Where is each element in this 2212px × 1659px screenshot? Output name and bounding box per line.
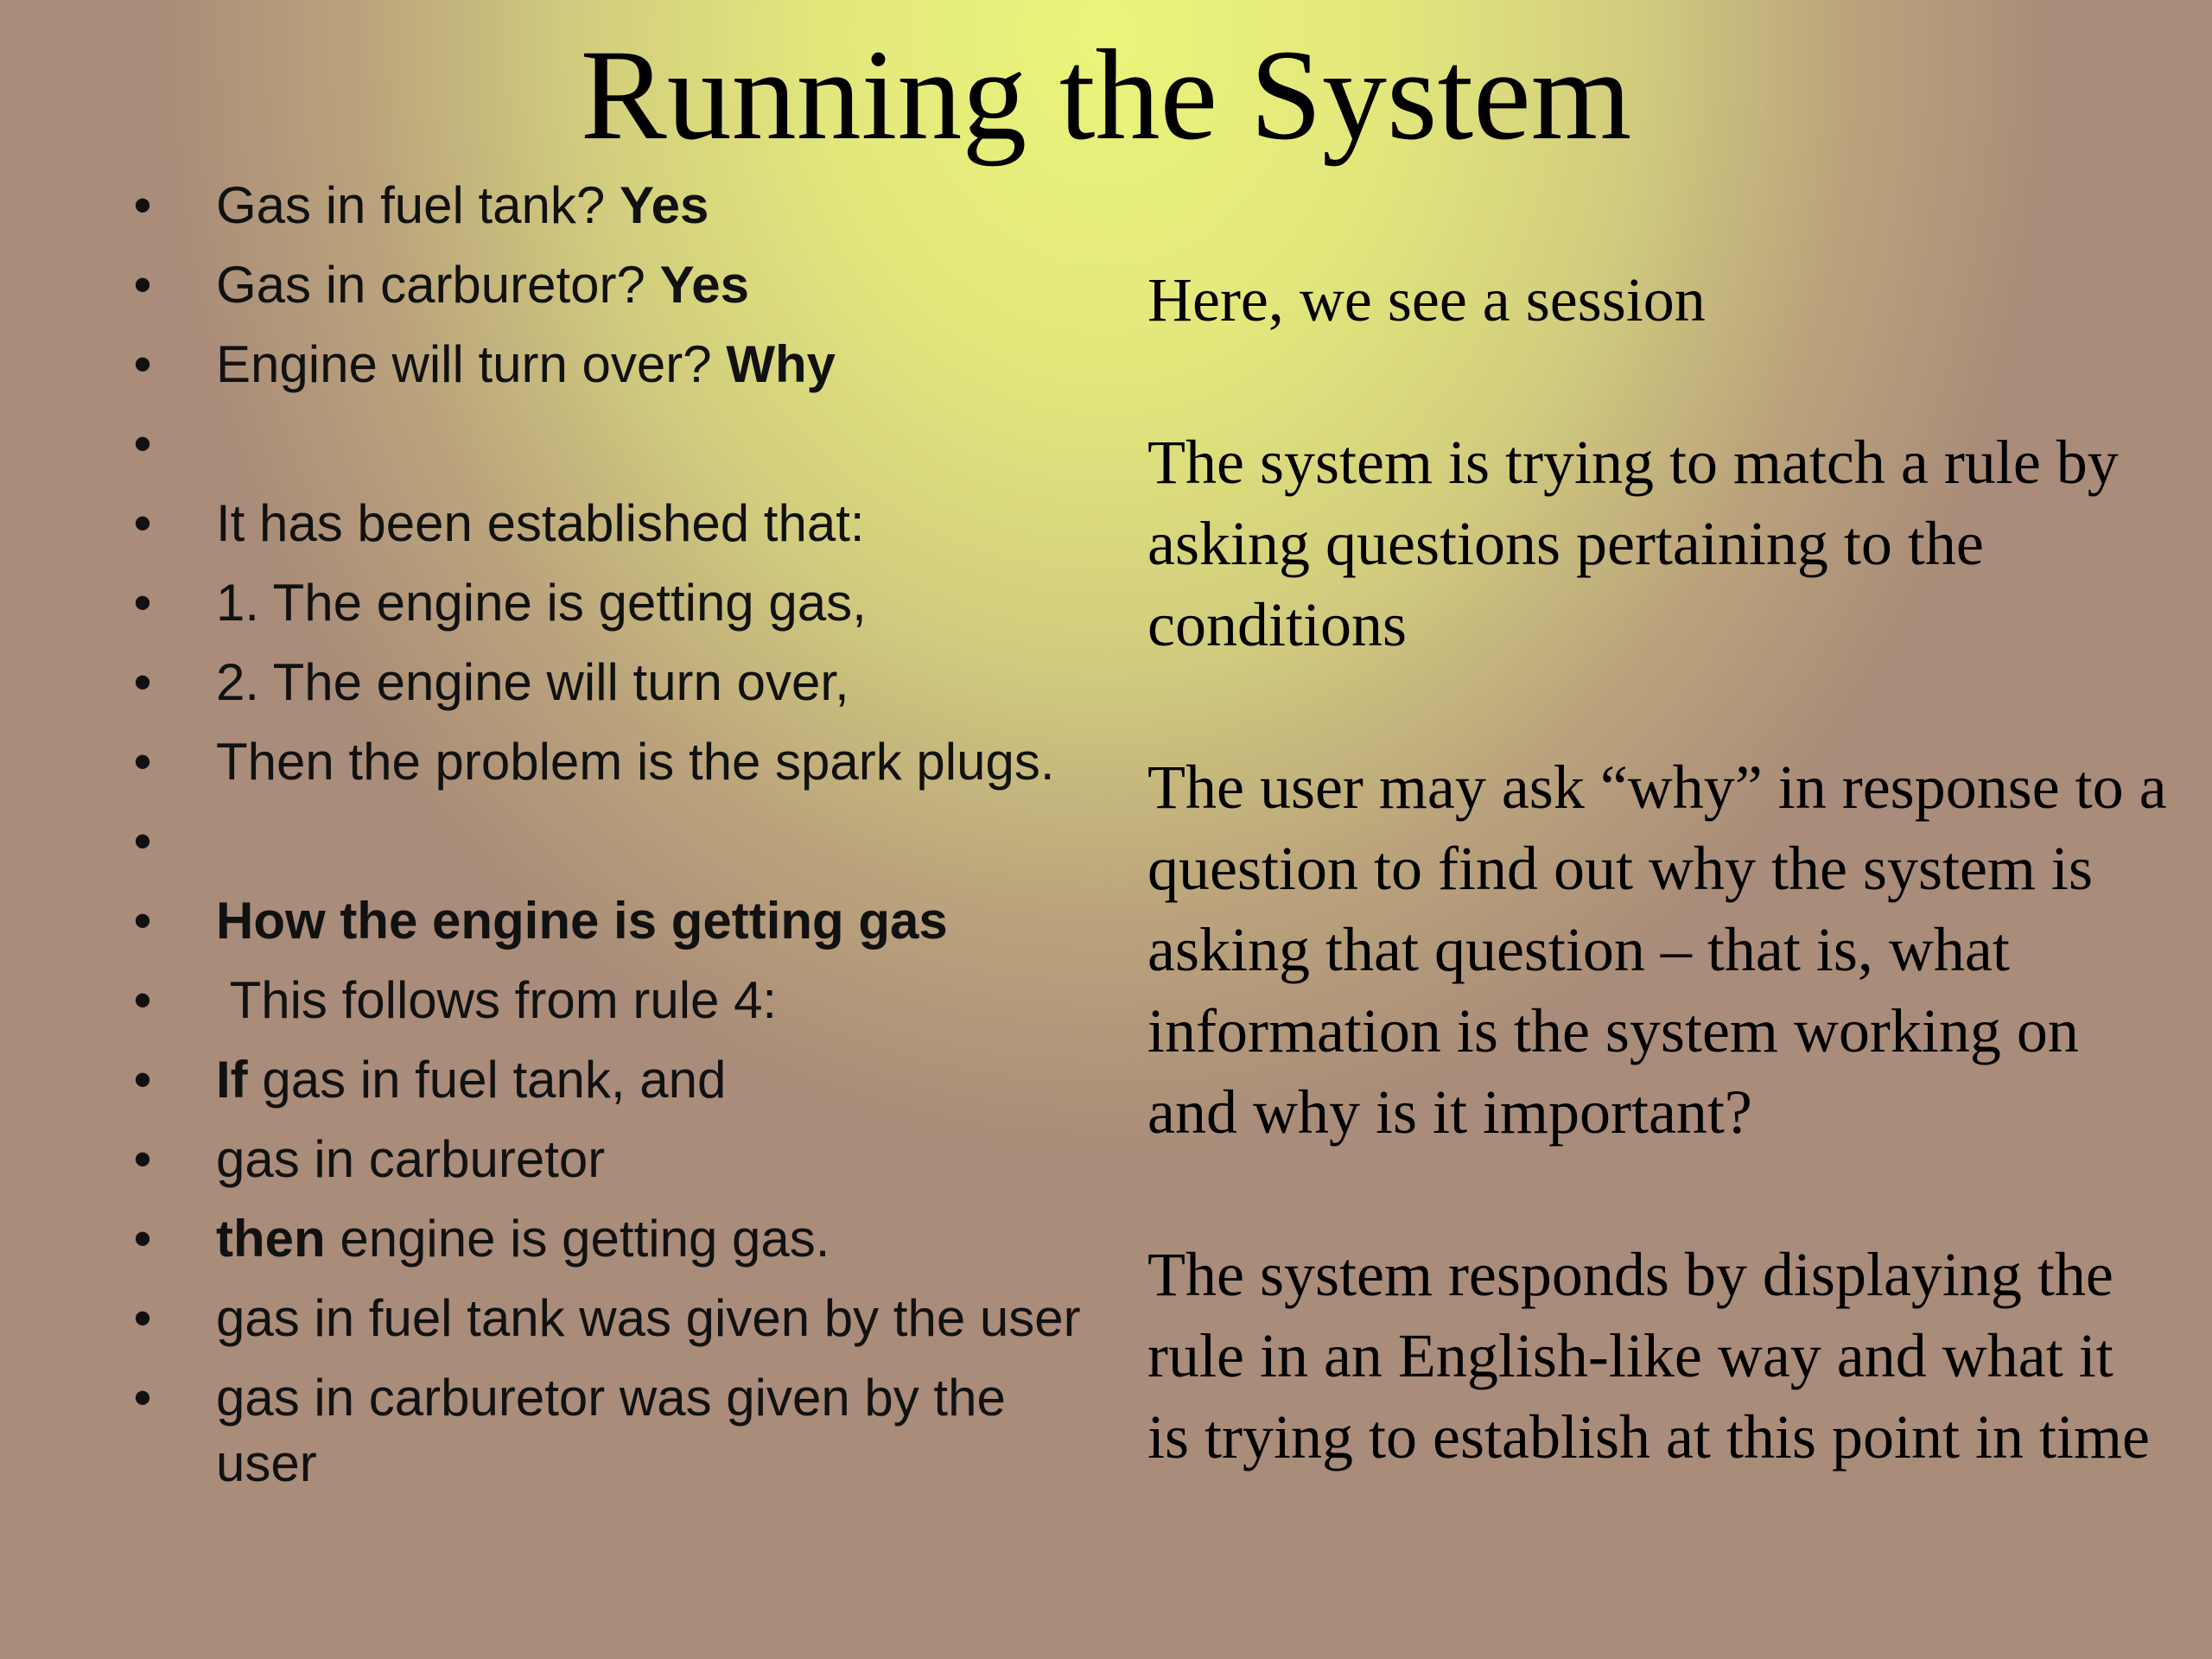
list-item	[130, 1286, 1115, 1351]
bullet-icon: •	[133, 653, 152, 711]
bullet-icon: •	[133, 1289, 152, 1347]
list-item	[130, 650, 1115, 715]
bullet-icon: •	[133, 1369, 152, 1427]
list-item	[130, 1127, 1115, 1192]
bullet-icon: •	[133, 892, 152, 950]
list-item	[130, 1365, 1115, 1497]
bullet-icon: •	[133, 1210, 152, 1268]
paragraph-session: Here, we see a session	[1147, 265, 1706, 334]
list-item	[130, 252, 1115, 318]
bullet-icon: •	[133, 415, 152, 473]
bullet-answer: Yes	[659, 256, 750, 314]
list-item	[130, 888, 1115, 954]
bullet-icon: •	[133, 574, 152, 632]
bullet-answer: Why	[726, 335, 836, 393]
bullet-answer: Yes	[619, 176, 709, 234]
bullet-icon: •	[133, 733, 152, 791]
bullet-text: Engine will turn over?	[216, 335, 727, 393]
list-item	[130, 173, 1115, 238]
list-item	[130, 1206, 1115, 1272]
bullet-text: 1. The engine is getting gas,	[216, 574, 867, 632]
slide-title: Running the System	[580, 23, 1632, 167]
bullet-icon: •	[133, 971, 152, 1029]
bullet-text: gas in carburetor was given by the user	[216, 1369, 1006, 1492]
bullet-icon: •	[133, 1130, 152, 1188]
bullet-list	[130, 173, 1115, 1510]
list-item	[130, 968, 1115, 1033]
bullet-icon: •	[133, 812, 152, 870]
bullet-text: It has been established that:	[216, 494, 865, 552]
bullet-icon: •	[133, 335, 152, 393]
list-item	[130, 491, 1115, 556]
bullet-icon: •	[133, 494, 152, 552]
explanation-text	[1147, 259, 2167, 1478]
bullet-text: Gas in carburetor?	[216, 256, 660, 314]
bullet-keyword: If	[216, 1051, 248, 1109]
bullet-keyword: then	[216, 1210, 326, 1268]
paragraph-match-rule: The system is trying to match a rule by asking questions pertaining to the conditions	[1147, 428, 2119, 659]
bullet-text: engine is getting gas.	[325, 1210, 830, 1268]
bullet-text: Gas in fuel tank?	[216, 176, 620, 234]
paragraph-user-why: The user may ask “why” in response to a	[1147, 753, 2167, 822]
bullet-text: Then the problem is the spark plugs.	[216, 733, 1055, 791]
list-item	[130, 809, 1115, 874]
bullet-text: 2. The engine will turn over,	[216, 653, 849, 711]
list-item	[130, 570, 1115, 636]
paragraph-question: question to find out why the system is asking that question – that is, what information is the system working on and why is it important?	[1147, 834, 2093, 1147]
bullet-text: gas in fuel tank was given by the user	[216, 1289, 1081, 1347]
bullet-icon: •	[133, 256, 152, 314]
bullet-heading: How the engine is getting gas	[216, 892, 948, 950]
paragraph-system-responds: The system responds by displaying the rule in an English-like way and what it is trying to establish at this point in time	[1147, 1240, 2150, 1471]
list-item	[130, 1047, 1115, 1113]
list-item	[130, 411, 1115, 477]
list-item	[130, 729, 1115, 795]
bullet-text: gas in carburetor	[216, 1130, 606, 1188]
bullet-icon: •	[133, 176, 152, 234]
bullet-icon: •	[133, 1051, 152, 1109]
bullet-text: gas in fuel tank, and	[247, 1051, 727, 1109]
list-item	[130, 332, 1115, 397]
bullet-text: This follows from rule 4:	[216, 971, 778, 1029]
